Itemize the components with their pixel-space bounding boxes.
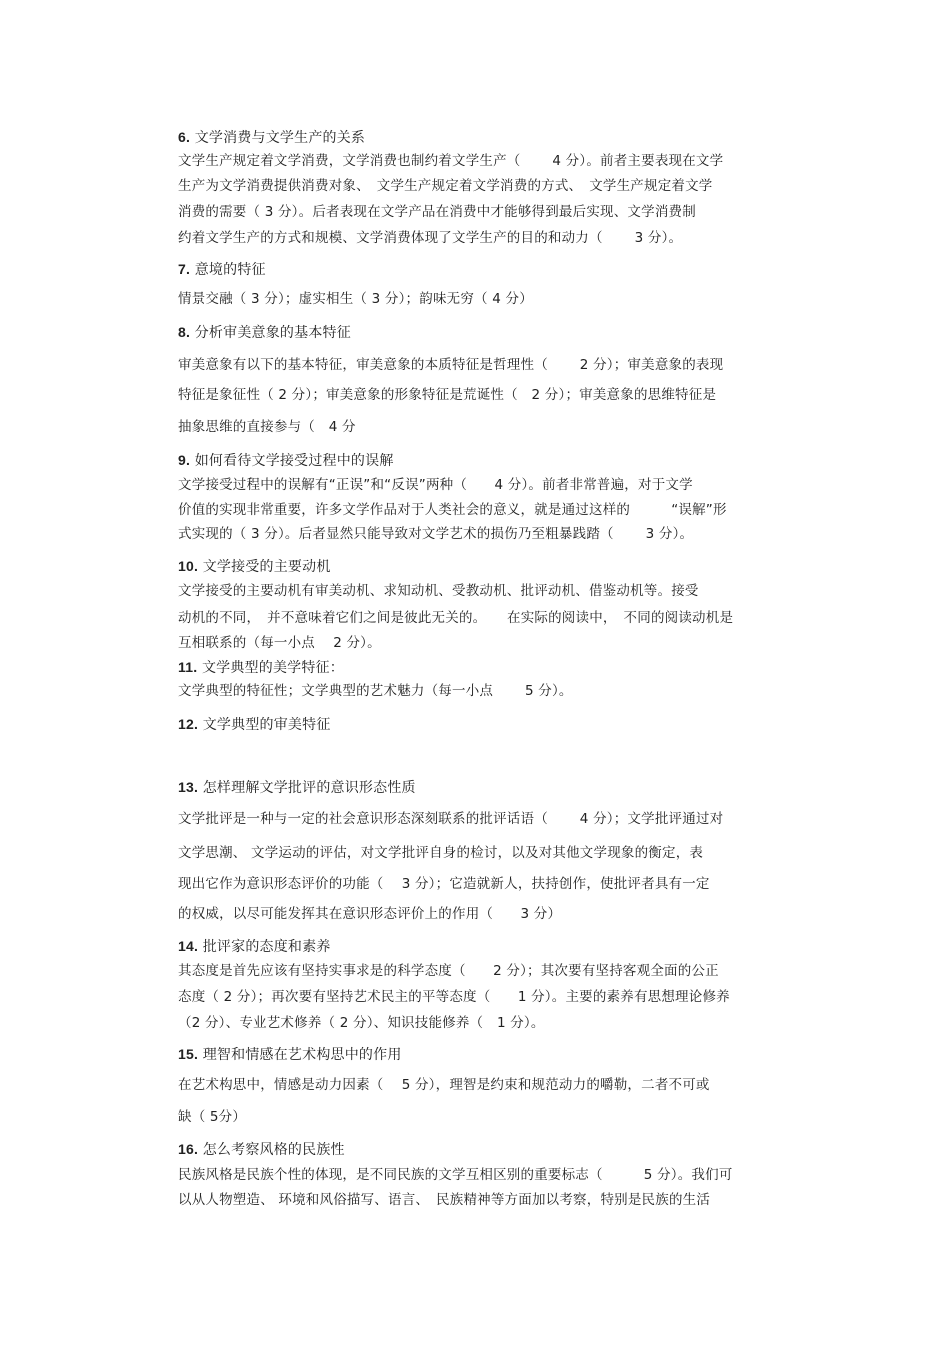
q15-answer-line-1: 在艺术构思中，情感是动力因素（ 5 分），理智是约束和规范动力的嚼勒，二者不可或	[178, 1077, 710, 1093]
q7-title: 意境的特征	[194, 262, 266, 278]
q13-answer-line-3: 现出它作为意识形态评价的功能（ 3 分）；它造就新人，扶持创作，使批评者具有一定	[178, 876, 710, 892]
q15-heading	[178, 1045, 402, 1064]
q10-number: 10.	[178, 558, 199, 574]
q9-heading	[178, 451, 394, 470]
q16-title: 怎么考察风格的民族性	[202, 1142, 345, 1158]
q7-answer-line-1: 情景交融（ 3 分）；虚实相生（ 3 分）；韵味无穷（ 4 分）	[178, 291, 533, 307]
q10-answer-line-3: 互相联系的（每一小点 2 分）。	[178, 635, 381, 651]
q15-number: 15.	[178, 1046, 199, 1062]
q9-answer-line-1: 文学接受过程中的误解有“正误”和“反误”两种（ 4 分）。前者非常普遍，对于文学	[178, 477, 693, 493]
q9-answer-line-2: 价值的实现非常重要，许多文学作品对于人类社会的意义，就是通过这样的 “误解”形	[178, 502, 727, 518]
q8-heading	[178, 323, 351, 342]
q13-answer-line-2: 文学思潮、 文学运动的评估，对文学批评自身的检讨，以及对其他文学现象的衡定，表	[178, 845, 704, 861]
q12-heading	[178, 715, 331, 734]
q11-title: 文学典型的美学特征：	[201, 660, 344, 676]
q6-heading	[178, 128, 365, 147]
q12-title: 文学典型的审美特征	[202, 717, 331, 733]
q11-heading	[178, 658, 344, 677]
q10-title: 文学接受的主要动机	[202, 559, 331, 575]
q14-heading	[178, 937, 331, 956]
q15-title: 理智和情感在艺术构思中的作用	[202, 1047, 402, 1063]
q14-answer-line-2: 态度（ 2 分）；再次要有坚持艺术民主的平等态度（ 1 分）。主要的素养有思想理论修养	[178, 989, 730, 1005]
q16-answer-line-2: 以从人物塑造、 环境和风俗描写、语言、 民族精神等方面加以考察，特别是民族的生活	[178, 1192, 711, 1208]
q14-number: 14.	[178, 938, 199, 954]
q9-title: 如何看待文学接受过程中的误解	[194, 453, 394, 469]
q10-answer-line-2: 动机的不同， 并不意味着它们之间是彼此无关的。 在实际的阅读中， 不同的阅读动机是	[178, 610, 734, 626]
q14-answer-line-3: （2 分）、专业艺术修养（ 2 分）、知识技能修养（ 1 分）。	[178, 1015, 545, 1031]
q16-number: 16.	[178, 1141, 199, 1157]
q15-answer-line-2: 缺（ 5分）	[178, 1109, 247, 1125]
q11-answer-line-1: 文学典型的特征性；文学典型的艺术魅力（每一小点 5 分）。	[178, 683, 573, 699]
q6-answer-line-1: 文学生产规定着文学消费，文学消费也制约着文学生产（ 4 分）。前者主要表现在文学	[178, 153, 724, 169]
q13-answer-line-4: 的权威，以尽可能发挥其在意识形态评价上的作用（ 3 分）	[178, 906, 562, 922]
q8-answer-line-1: 审美意象有以下的基本特征，审美意象的本质特征是哲理性（ 2 分）；审美意象的表现	[178, 357, 724, 373]
q6-number: 6.	[178, 129, 191, 145]
q9-number: 9.	[178, 452, 191, 468]
q6-answer-line-3: 消费的需要（ 3 分）。后者表现在文学产品在消费中才能够得到最后实现、文学消费制	[178, 204, 696, 220]
q11-number: 11.	[178, 659, 198, 675]
q16-answer-line-1: 民族风格是民族个性的体现，是不同民族的文学互相区别的重要标志（ 5 分）。我们可	[178, 1167, 733, 1183]
q13-answer-line-1: 文学批评是一种与一定的社会意识形态深刻联系的批评话语（ 4 分）；文学批评通过对	[178, 811, 724, 827]
q7-heading	[178, 260, 266, 279]
q8-answer-line-2: 特征是象征性（ 2 分）；审美意象的形象特征是荒诞性（ 2 分）；审美意象的思维特征是	[178, 387, 717, 403]
q14-title: 批评家的态度和素养	[202, 939, 331, 955]
q13-title: 怎样理解文学批评的意识形态性质	[202, 780, 416, 796]
q8-number: 8.	[178, 324, 191, 340]
q16-heading	[178, 1140, 345, 1159]
q10-heading	[178, 557, 331, 576]
q6-title: 文学消费与文学生产的关系	[194, 130, 366, 146]
q8-answer-line-3: 抽象思维的直接参与（ 4 分	[178, 419, 356, 435]
q8-title: 分析审美意象的基本特征	[194, 325, 351, 341]
q12-number: 12.	[178, 716, 199, 732]
q6-answer-line-2: 生产为文学消费提供消费对象、 文学生产规定着文学消费的方式、 文学生产规定着文学	[178, 178, 713, 194]
q9-answer-line-3: 式实现的（ 3 分）。后者显然只能导致对文学艺术的损伤乃至粗暴践踏（ 3 分）。	[178, 526, 694, 542]
q13-heading	[178, 778, 416, 797]
q6-answer-line-4: 约着文学生产的方式和规模、文学消费体现了文学生产的目的和动力（ 3 分）。	[178, 230, 683, 246]
q13-number: 13.	[178, 779, 199, 795]
q7-number: 7.	[178, 261, 191, 277]
q14-answer-line-1: 其态度是首先应该有坚持实事求是的科学态度（ 2 分）；其次要有坚持客观全面的公正	[178, 963, 719, 979]
q10-answer-line-1: 文学接受的主要动机有审美动机、求知动机、受教动机、批评动机、借鉴动机等。接受	[178, 583, 699, 599]
